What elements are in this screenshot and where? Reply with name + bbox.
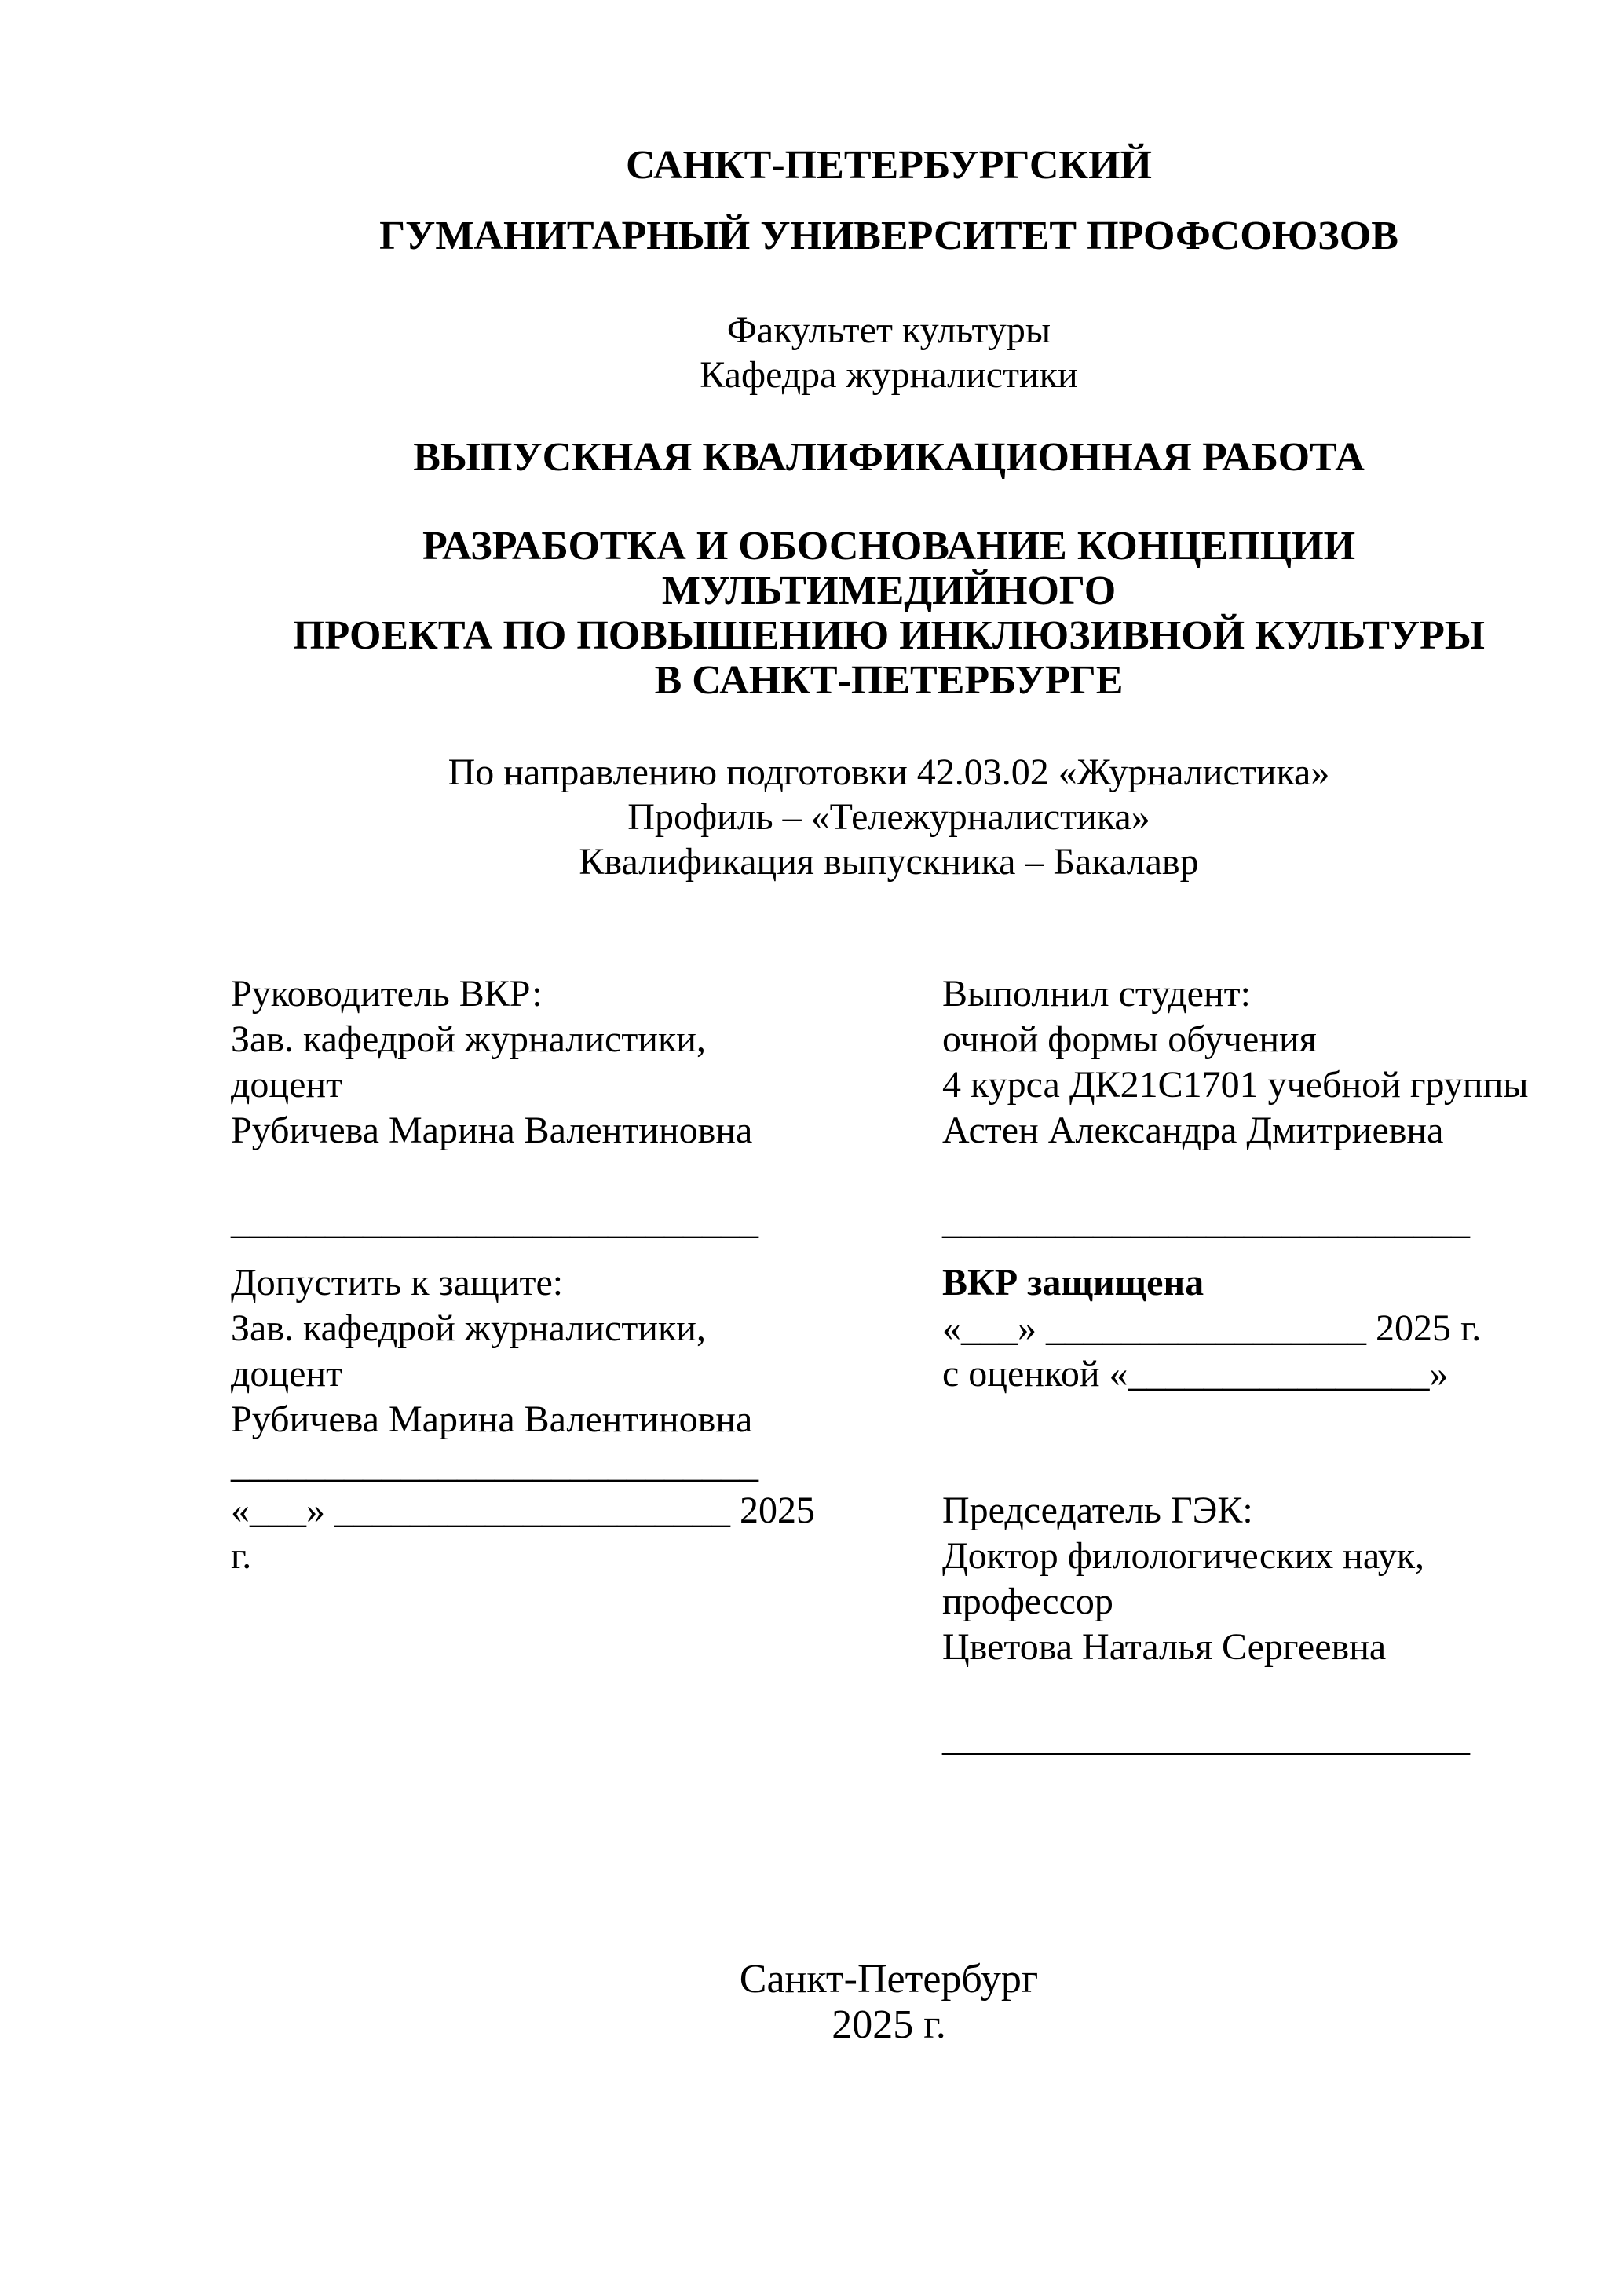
chairman-label: Председатель ГЭК: bbox=[942, 1490, 1253, 1531]
thesis-title-line3: В САНКТ-ПЕТЕРБУРГЕ bbox=[654, 658, 1124, 703]
chairman-position-line1: Доктор филологических наук, bbox=[942, 1535, 1425, 1577]
footer-year: 2025 г. bbox=[832, 2002, 946, 2047]
spacer bbox=[942, 1153, 1547, 1199]
admit-position-line2: доцент bbox=[231, 1353, 343, 1395]
department-name: Кафедра журналистики bbox=[700, 354, 1078, 396]
program-direction: По направлению подготовки 42.03.02 «Журналистика» bbox=[448, 751, 1330, 793]
spacer bbox=[942, 1442, 1547, 1488]
spacer bbox=[231, 1153, 942, 1199]
thesis-title-line2: ПРОЕКТА ПО ПОВЫШЕНИЮ ИНКЛЮЗИВНОЙ КУЛЬТУРЫ bbox=[293, 613, 1485, 658]
signatures-section bbox=[231, 971, 1547, 1761]
program-profile: Профиль – «Тележурналистика» bbox=[627, 796, 1150, 838]
thesis-title-line1: РАЗРАБОТКА И ОБОСНОВАНИЕ КОНЦЕПЦИИ МУЛЬТИМЕДИЙНОГО bbox=[422, 524, 1356, 613]
defended-grade-line: с оценкой «________________» bbox=[942, 1353, 1449, 1395]
university-name-line1: САНКТ-ПЕТЕРБУРГСКИЙ bbox=[626, 143, 1152, 188]
student-column bbox=[942, 971, 1547, 1761]
supervisor-signature-line: ____________________________ bbox=[231, 1201, 758, 1242]
program-qualification: Квалификация выпускника – Бакалавр bbox=[579, 841, 1199, 883]
student-name: Астен Александра Дмитриевна bbox=[942, 1110, 1444, 1151]
student-signature-line: ____________________________ bbox=[942, 1201, 1470, 1242]
supervisor-position-line2: доцент bbox=[231, 1064, 343, 1106]
defended-label: ВКР защищена bbox=[942, 1262, 1204, 1303]
student-form: очной формы обучения bbox=[942, 1018, 1317, 1060]
admit-name: Рубичева Марина Валентиновна bbox=[231, 1398, 753, 1440]
student-label: Выполнил студент: bbox=[942, 973, 1251, 1015]
defended-date-line: «___» _________________ 2025 г. bbox=[942, 1307, 1482, 1349]
supervisor-label: Руководитель ВКР: bbox=[231, 973, 543, 1015]
supervisor-position-line1: Зав. кафедрой журналистики, bbox=[231, 1018, 706, 1060]
admit-date-line: «___» _____________________ 2025 bbox=[231, 1490, 815, 1531]
admit-date-line-wrap: г. bbox=[231, 1535, 252, 1577]
chairman-signature-line: ____________________________ bbox=[942, 1717, 1470, 1759]
supervisor-column bbox=[231, 971, 942, 1761]
chairman-position-line2: профессор bbox=[942, 1581, 1113, 1622]
spacer bbox=[942, 1397, 1547, 1442]
footer-block bbox=[231, 1957, 1547, 2048]
student-group: 4 курса ДК21С1701 учебной группы bbox=[942, 1064, 1529, 1106]
spacer bbox=[942, 1670, 1547, 1716]
admit-signature-line: ____________________________ bbox=[231, 1444, 758, 1486]
supervisor-name: Рубичева Марина Валентиновна bbox=[231, 1110, 753, 1151]
admit-label: Допустить к защите: bbox=[231, 1262, 564, 1303]
chairman-name: Цветова Наталья Сергеевна bbox=[942, 1626, 1387, 1668]
faculty-name: Факультет культуры bbox=[726, 309, 1051, 351]
university-name-line2: ГУМАНИТАРНЫЙ УНИВЕРСИТЕТ ПРОФСОЮЗОВ bbox=[379, 214, 1398, 258]
work-type-heading: ВЫПУСКНАЯ КВАЛИФИКАЦИОННАЯ РАБОТА bbox=[413, 435, 1365, 480]
admit-position-line1: Зав. кафедрой журналистики, bbox=[231, 1307, 706, 1349]
footer-city: Санкт-Петербург bbox=[739, 1957, 1039, 2002]
